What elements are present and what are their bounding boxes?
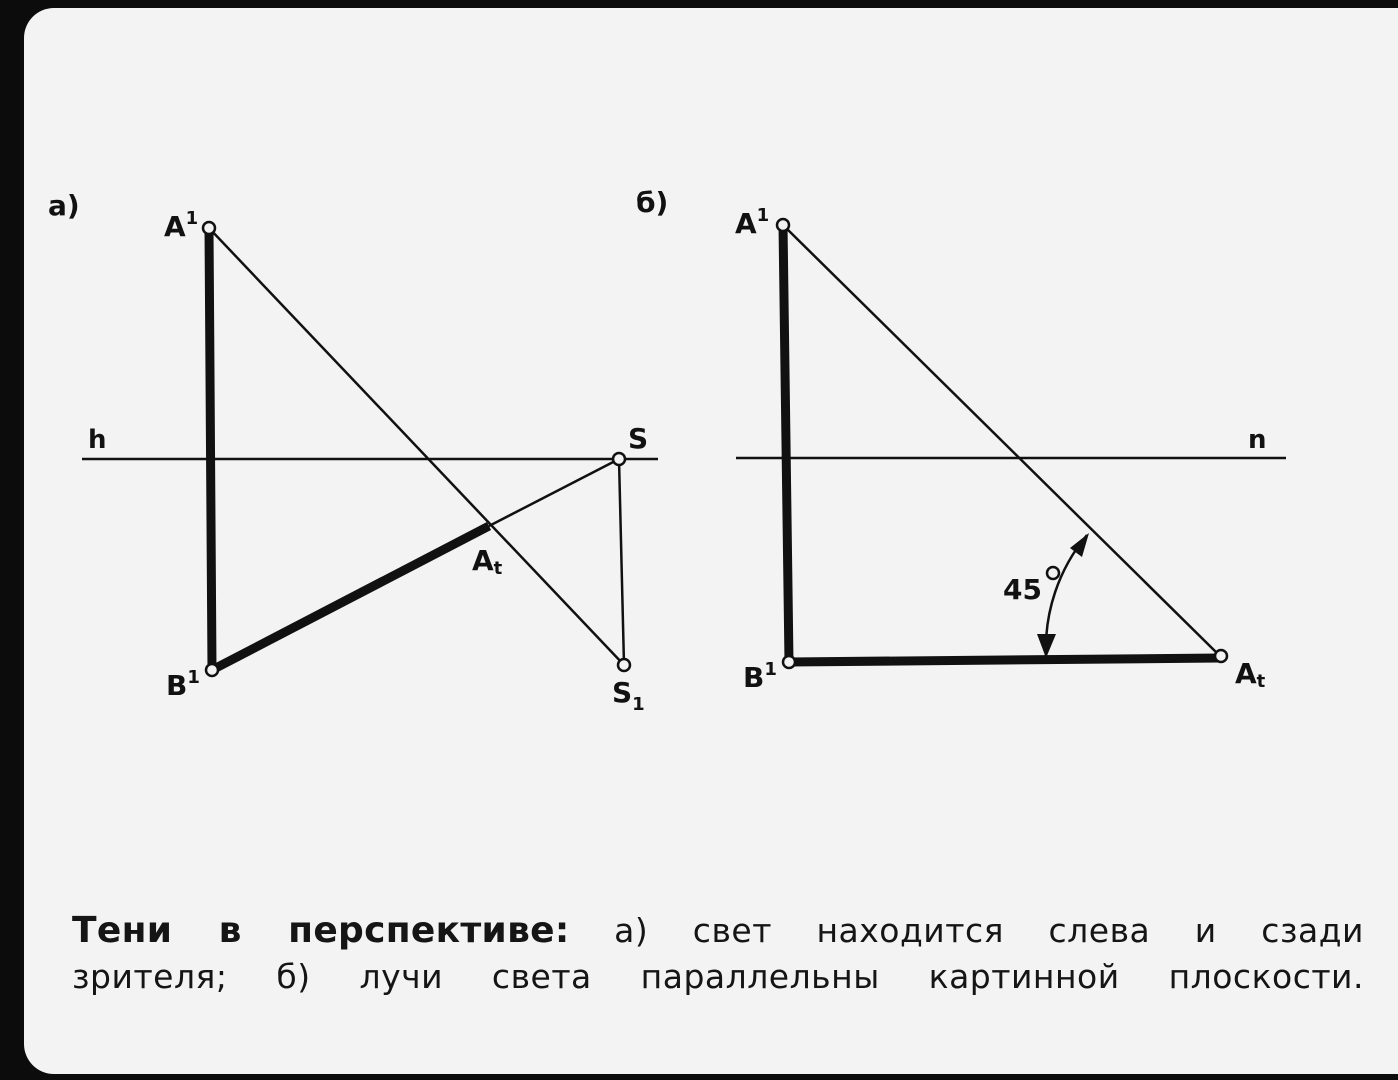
- point-s-label: S: [628, 422, 649, 455]
- point-s-marker: [613, 453, 625, 465]
- point-a-label-b: $A^1$: [735, 205, 770, 240]
- shadow-b-at-a: [212, 526, 489, 670]
- point-a-marker: [203, 222, 215, 234]
- ray-a-at-b: [783, 225, 1220, 656]
- point-s1-label: $S_1$: [612, 676, 645, 715]
- point-s1-marker: [618, 659, 630, 671]
- point-at-label-b: At: [1235, 657, 1266, 692]
- point-b-label: $B^1$: [166, 667, 200, 702]
- ray-a-s1: [209, 228, 624, 665]
- point-at-label: At: [472, 544, 503, 579]
- segment-ab-a: [209, 228, 212, 670]
- point-a-label: $A^1$: [164, 208, 199, 243]
- caption-line-2: зрителя; б) лучи света параллельны картинной плоскости.: [72, 957, 1364, 996]
- horizon-label-b: n: [1248, 425, 1267, 455]
- panel-a-label: а): [48, 189, 80, 222]
- panel-b: [636, 186, 1286, 694]
- segment-ab-b: [783, 225, 789, 662]
- line-s-s1: [619, 459, 624, 665]
- shadow-b-at-b: [789, 658, 1220, 662]
- point-a-marker-b: [777, 219, 789, 231]
- caption: [72, 908, 1364, 1000]
- panel-a: [48, 189, 658, 715]
- slide: [24, 8, 1398, 1074]
- angle-label: 45: [1003, 573, 1042, 606]
- point-b-marker: [206, 664, 218, 676]
- caption-line-1-rest: а) свет находится слева и сзади: [614, 911, 1364, 950]
- caption-line-1: [72, 908, 1364, 954]
- point-at-marker-b: [1215, 650, 1227, 662]
- ray-s-at: [489, 459, 619, 526]
- panel-b-label: б): [636, 186, 669, 219]
- caption-title: Тени в перспективе:: [72, 910, 570, 951]
- horizon-label-a: h: [88, 425, 107, 455]
- point-b-label-b: $B^1$: [743, 659, 777, 694]
- arrowhead-bottom: [1037, 634, 1056, 658]
- degree-symbol: [1047, 567, 1059, 579]
- point-b-marker-b: [783, 656, 795, 668]
